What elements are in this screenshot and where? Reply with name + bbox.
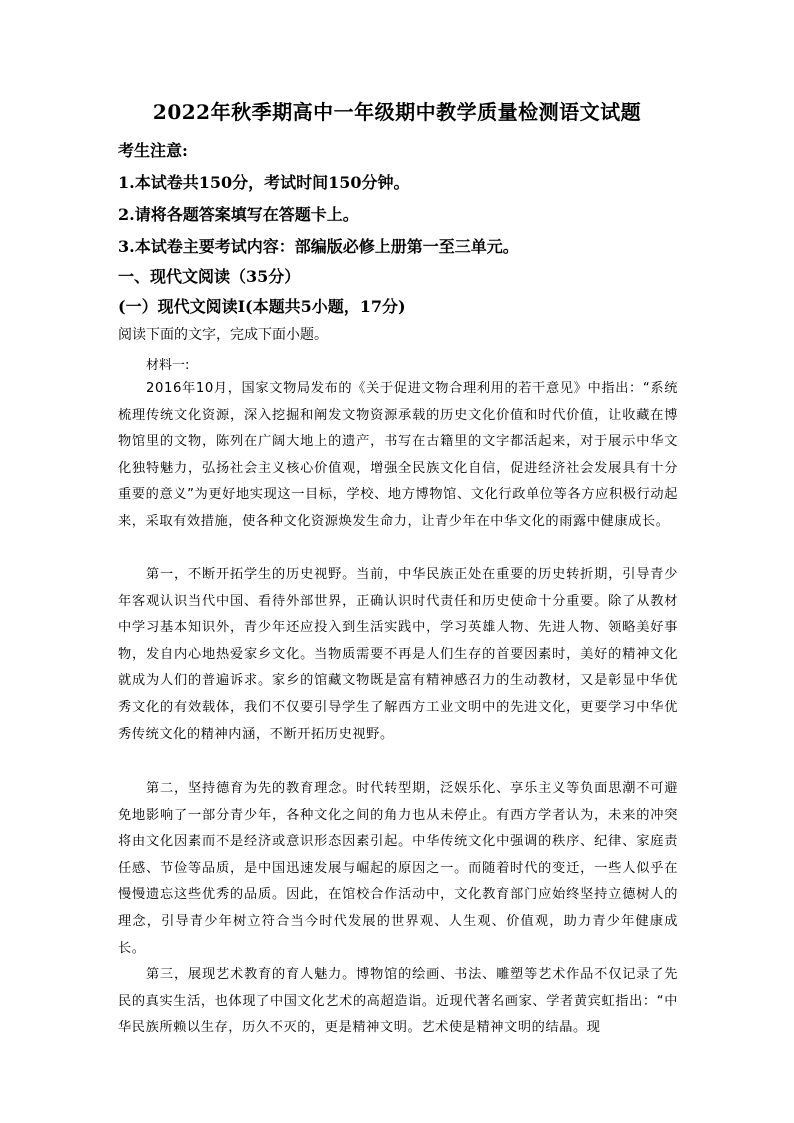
- paragraph: 第三，展现艺术教育的育人魅力。博物馆的绘画、书法、雕塑等艺术作品不仅记录了先民的真实生活，也体现了中国文化艺术的高超造诣。近现代著名画家、学者黄宾虹指出：“中华民族所赖以生存，历久不灭的，更是精神文明。艺术使是精神文明的结晶。现: [118, 967, 678, 1036]
- notice-item: 3.本试卷主要考试内容：部编版必修上册第一至三单元。: [118, 237, 519, 256]
- paragraph: 2016年10月，国家文物局发布的《关于促进文物合理利用的若干意见》中指出：“系统梳理传统文化资源，深入挖掘和阐发文物资源承载的历史文化价值和时代价值，让收藏在博物馆里的文物，陈列在广阔大地上的遗产，书写在古籍里的文字都活起来，对于展示中华文化独特魅力，弘扬社会主义核心价值观，增强全民族文化自信，促进经济社会发展具有十分重要的意义”为更好地实现这一目标，学校、地方博物馆、文化行政单位等各方应积极行动起来，采取有效措施，使各种文化资源焕发生命力，让青少年在中华文化的雨露中健康成长。: [118, 381, 678, 529]
- paragraph: 第二，坚持德育为先的教育理念。时代转型期，泛娱乐化、享乐主义等负面思潮不可避免地影响了一部分青少年，各种文化之间的角力也从未停止。有西方学者认为，未来的冲突将由文化因素而不是经济或意识形态因素引起。中华传统文化中强调的秩序、纪律、家庭责任感、节俭等品质，是中国迅速发展与崛起的原因之一。而随着时代的变迁，一些人似乎在慢慢遗忘这些优秀的品质。因此，在馆校合作活动中，文化教育部门应始终坚持立德树人的理念，引导青少年树立符合当今时代发展的世界观、人生观、价值观，助力青少年健康成长。: [118, 781, 678, 956]
- material-label: 材料一:: [146, 358, 190, 373]
- notice-heading: 考生注意:: [118, 141, 188, 160]
- section-heading: 一、现代文阅读（35分）: [118, 267, 301, 286]
- notice-item: 1.本试卷共150分，考试时间150分钟。: [118, 173, 410, 192]
- paragraph: 第一，不断开拓学生的历史视野。当前，中华民族正处在重要的历史转折期，引导青少年客观认识当代中国、看待外部世界，正确认识时代责任和历史使命十分重要。除了从教材中学习基本知识外，青少年还应投入到生活实践中，学习英雄人物、先进人物、领略美好事物，发自内心地热爱家乡文化。当物质需要不再是人们生存的首要因素时，美好的精神文化就成为人们的普遍诉求。家乡的馆藏文物既是富有精神感召力的生动教材，又是彰显中华优秀文化的有效载体，我们不仅要引导学生了解西方工业文明中的先进文化，更要学习中华优秀传统文化的精神内涵，不断开拓历史视野。: [118, 567, 678, 742]
- subsection-heading: (一）现代文阅读I(本题共5小题，17分): [118, 297, 406, 316]
- instruction-text: 阅读下面的文字，完成下面小题。: [118, 327, 328, 343]
- notice-item: 2.请将各题答案填写在答题卡上。: [118, 205, 359, 224]
- page-title: 2022年秋季期高中一年级期中教学质量检测语文试题: [152, 100, 642, 124]
